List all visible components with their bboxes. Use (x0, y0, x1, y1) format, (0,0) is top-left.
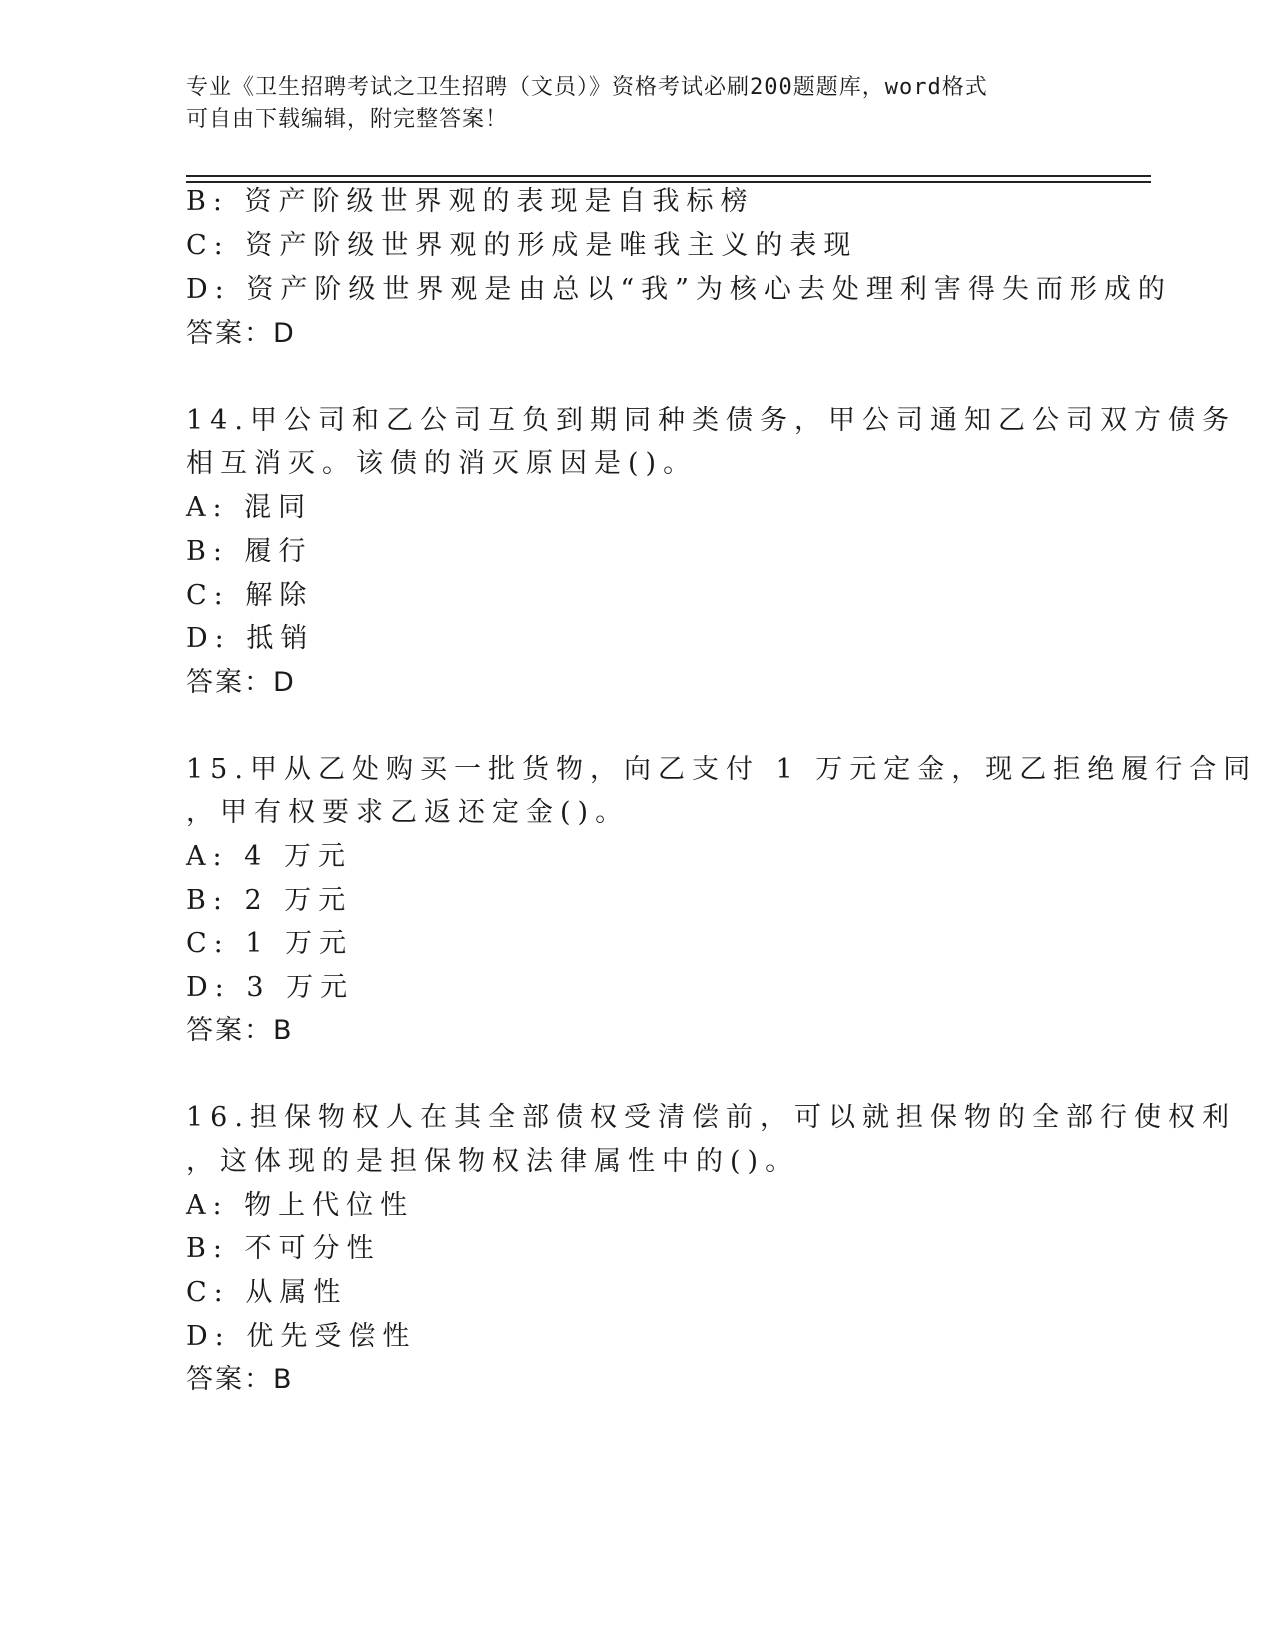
q15-stem-line-2: ，甲有权要求乙返还定金()。 (186, 797, 630, 828)
q15-option-a: A: 4 万元 (186, 841, 352, 872)
q16-stem-line-2: ，这体现的是担保物权法律属性中的()。 (186, 1146, 800, 1177)
q15-answer: 答案：B (186, 1015, 294, 1046)
q16-stem-line-1: 16.担保物权人在其全部债权受清偿前，可以就担保物的全部行使权利 (186, 1102, 1236, 1133)
q16-option-a: A: 物上代位性 (186, 1190, 415, 1221)
q15-option-b: B: 2 万元 (186, 885, 353, 916)
q15-option-d: D: 3 万元 (186, 972, 355, 1003)
prev-answer: 答案：D (186, 318, 296, 349)
q15-option-c: C: 1 万元 (186, 928, 354, 959)
q16-option-d: D: 优先受偿性 (186, 1321, 417, 1352)
q16-option-c: C: 从属性 (186, 1277, 348, 1308)
document-header (186, 72, 1086, 136)
header-divider-bottom (186, 181, 1151, 183)
prev-option-b: B: 资产阶级世界观的表现是自我标榜 (186, 186, 755, 217)
q14-answer: 答案：D (186, 667, 296, 698)
prev-option-c: C: 资产阶级世界观的形成是唯我主义的表现 (186, 230, 858, 261)
q14-stem-line-1: 14.甲公司和乙公司互负到期同种类债务，甲公司通知乙公司双方债务 (186, 405, 1236, 436)
header-line-1: 专业《卫生招聘考试之卫生招聘（文员）》资格考试必刷200题题库，word格式 (186, 75, 988, 100)
q14-option-b: B: 履行 (186, 536, 313, 567)
q14-option-a: A: 混同 (186, 492, 313, 523)
q14-option-d: D: 抵销 (186, 623, 315, 654)
header-divider-top (186, 175, 1151, 177)
q16-answer: 答案：B (186, 1364, 294, 1395)
q14-stem-line-2: 相互消灭。该债的消灭原因是()。 (186, 448, 698, 479)
prev-option-d: D: 资产阶级世界观是由总以“我”为核心去处理利害得失而形成的 (186, 274, 1172, 305)
q14-option-c: C: 解除 (186, 580, 314, 611)
q16-option-b: B: 不可分性 (186, 1233, 381, 1264)
header-line-2: 可自由下载编辑，附完整答案！ (186, 107, 509, 132)
q15-stem-line-1: 15.甲从乙处购买一批货物，向乙支付 1 万元定金，现乙拒绝履行合同 (186, 754, 1258, 785)
